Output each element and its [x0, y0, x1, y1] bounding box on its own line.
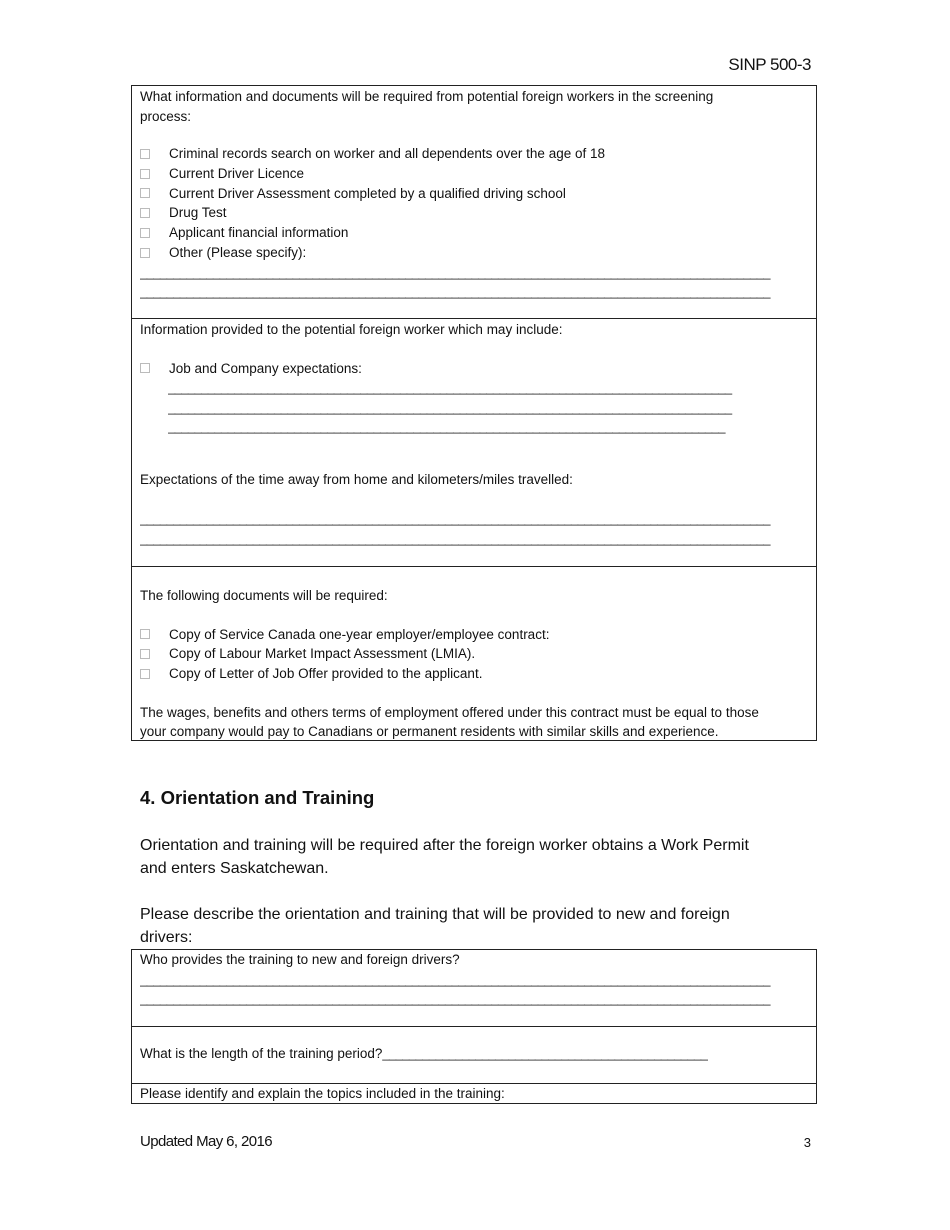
option-driver-assessment[interactable]: Current Driver Assessment completed by a qualified driving school — [140, 184, 808, 204]
screening-question: What information and documents will be required from potential foreign workers in the screening — [140, 89, 714, 104]
documents-intro: The following documents will be required: — [140, 588, 388, 603]
option-job-expectations[interactable]: Job and Company expectations: — [140, 359, 808, 379]
length-line[interactable]: _________________________________________________ — [382, 1046, 708, 1061]
expectations-line[interactable]: _______________________________________________________________________________________________ — [140, 511, 770, 527]
trainer-cell — [132, 950, 816, 1027]
checkbox-icon[interactable] — [140, 649, 150, 659]
topics-cell — [132, 1084, 816, 1103]
checkbox-icon[interactable] — [140, 363, 150, 373]
other-specify-line[interactable]: _______________________________________________________________________________________________ — [140, 264, 770, 280]
option-service-canada-contract[interactable]: Copy of Service Canada one-year employer/employee contract: — [140, 625, 808, 645]
option-other[interactable]: Other (Please specify): — [140, 243, 808, 263]
checkbox-icon[interactable] — [140, 248, 150, 258]
checkbox-icon[interactable] — [140, 629, 150, 639]
job-expectations-line[interactable]: _____________________________________________________________________________________ — [168, 380, 732, 396]
info-intro: Information provided to the potential foreign worker which may include: — [140, 322, 563, 337]
updated-date: Updated May 6, 2016 — [140, 1133, 273, 1150]
training-table — [131, 949, 817, 1104]
screening-question-cont: process: — [140, 108, 192, 124]
documents-cell — [132, 567, 816, 740]
job-expectations-line[interactable]: _____________________________________________________________________________________ — [168, 399, 732, 415]
checkbox-icon[interactable] — [140, 228, 150, 238]
checkbox-icon[interactable] — [140, 149, 150, 159]
option-drug-test[interactable]: Drug Test — [140, 203, 808, 223]
expectations-line[interactable]: _______________________________________________________________________________________________ — [140, 530, 770, 546]
trainer-line[interactable]: _______________________________________________________________________________________________ — [140, 991, 770, 1006]
length-cell — [132, 1027, 816, 1084]
checkbox-icon[interactable] — [140, 188, 150, 198]
screening-cell — [132, 86, 816, 319]
job-expectations-line[interactable]: ____________________________________________________________________________________ — [168, 419, 725, 435]
section-heading: 4. Orientation and Training — [140, 787, 375, 808]
topics-question: Please identify and explain the topics included in the training: — [140, 1086, 505, 1101]
screening-table — [131, 85, 817, 741]
checkbox-icon[interactable] — [140, 208, 150, 218]
option-criminal-records[interactable]: Criminal records search on worker and all dependents over the age of 18 — [140, 144, 808, 164]
orientation-paragraph: Orientation and training will be required after the foreign worker obtains a Work Permit and enters Saskatchewan. — [140, 837, 749, 877]
length-question: What is the length of the training period? — [140, 1046, 383, 1061]
describe-paragraph: Please describe the orientation and training that will be provided to new and foreign drivers: — [140, 906, 730, 946]
info-cell — [132, 319, 816, 567]
option-driver-licence[interactable]: Current Driver Licence — [140, 164, 808, 184]
checkbox-icon[interactable] — [140, 169, 150, 179]
checkbox-icon[interactable] — [140, 669, 150, 679]
option-lmia[interactable]: Copy of Labour Market Impact Assessment (LMIA). — [140, 644, 808, 664]
page-number: 3 — [803, 1135, 811, 1150]
form-code: SINP 500-3 — [728, 55, 811, 74]
expectations-label: Expectations of the time away from home and kilometers/miles travelled: — [140, 471, 573, 487]
other-specify-line[interactable]: _______________________________________________________________________________________________ — [140, 284, 770, 300]
trainer-question: Who provides the training to new and foreign drivers? — [140, 952, 460, 967]
trainer-line[interactable]: _______________________________________________________________________________________________ — [140, 971, 770, 987]
wages-note: The wages, benefits and others terms of employment offered under this contract must be equal to those — [140, 704, 759, 720]
option-financial-info[interactable]: Applicant financial information — [140, 223, 808, 243]
option-job-offer[interactable]: Copy of Letter of Job Offer provided to the applicant. — [140, 664, 808, 684]
wages-note-cont: your company would pay to Canadians or permanent residents with similar skills and experience. — [140, 724, 719, 740]
